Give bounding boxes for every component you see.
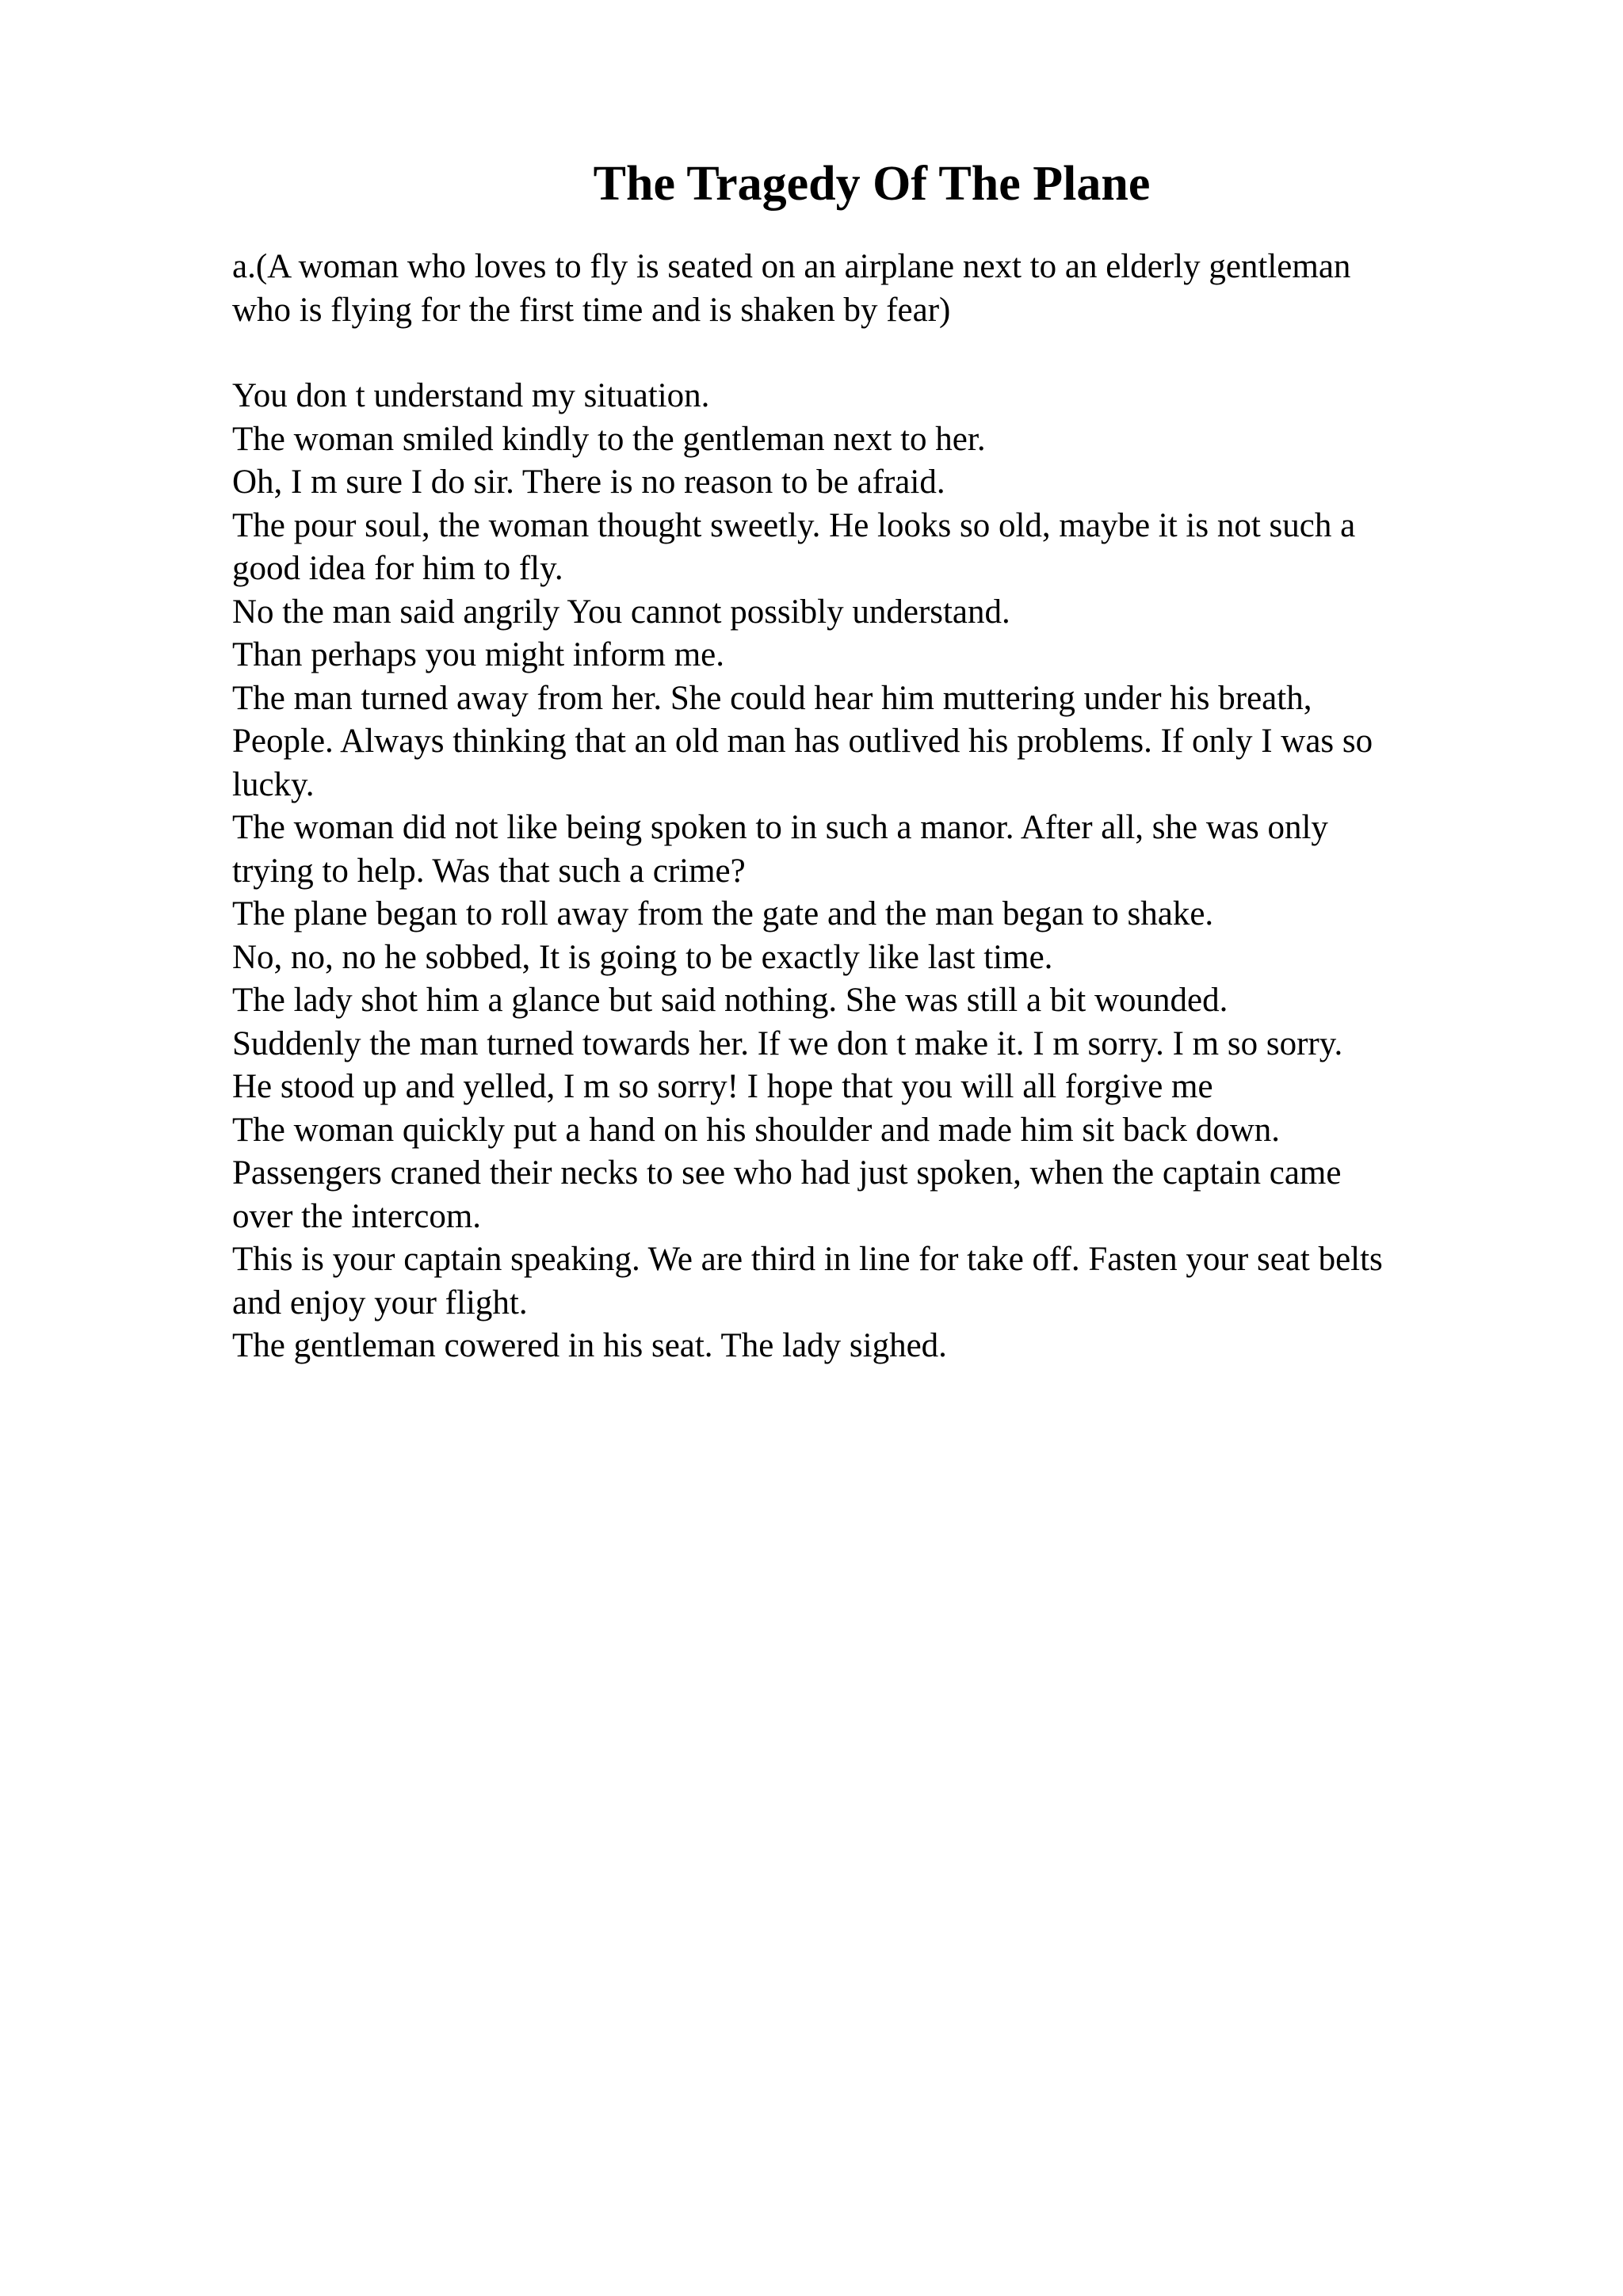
story-line: Passengers craned their necks to see who had just spoken, when the captain came [232, 1154, 1342, 1192]
intro-paragraph [232, 246, 1516, 332]
intro-line: a.(A woman who loves to fly is seated on an airplane next to an elderly gentleman [232, 248, 1351, 285]
story-line: No, no, no he sobbed, It is going to be exactly like last time. [232, 938, 1053, 976]
intro-line: who is flying for the first time and is shaken by fear) [232, 291, 951, 329]
story-line: No the man said angrily You cannot possibly understand. [232, 593, 1010, 631]
story-line: People. Always thinking that an old man has outlived his problems. If only I was so [232, 723, 1373, 760]
story-line: lucky. [232, 765, 315, 803]
story-line: trying to help. Was that such a crime? [232, 852, 746, 890]
story-line: Oh, I m sure I do sir. There is no reason to be afraid. [232, 463, 945, 501]
story-line: Suddenly the man turned towards her. If we don t make it. I m sorry. I m so sorry. [232, 1024, 1343, 1062]
story-line: The gentleman cowered in his seat. The lady sighed. [232, 1327, 947, 1364]
document-title: The Tragedy Of The Plane [593, 157, 1151, 211]
story-line: The woman did not like being spoken to in such a manor. After all, she was only [232, 809, 1328, 846]
story-line: You don t understand my situation. [232, 377, 710, 414]
story-line: This is your captain speaking. We are third in line for take off. Fasten your seat belts [232, 1241, 1383, 1278]
document-body [232, 246, 1516, 1368]
story-text [232, 375, 1516, 1368]
story-line: The man turned away from her. She could hear him muttering under his breath, [232, 679, 1312, 717]
story-line: The lady shot him a glance but said nothing. She was still a bit wounded. [232, 982, 1228, 1019]
story-line: He stood up and yelled, I m so sorry! I hope that you will all forgive me [232, 1068, 1213, 1105]
story-line: The pour soul, the woman thought sweetly. He looks so old, maybe it is not such a [232, 506, 1356, 544]
story-line: over the intercom. [232, 1197, 482, 1235]
story-line: The woman quickly put a hand on his shoulder and made him sit back down. [232, 1111, 1280, 1149]
story-line: good idea for him to fly. [232, 550, 563, 587]
story-line: and enjoy your flight. [232, 1283, 528, 1322]
story-line: Than perhaps you might inform me. [232, 636, 724, 673]
story-line: The woman smiled kindly to the gentleman next to her. [232, 420, 986, 458]
story-line: The plane began to roll away from the gate and the man began to shake. [232, 895, 1214, 933]
